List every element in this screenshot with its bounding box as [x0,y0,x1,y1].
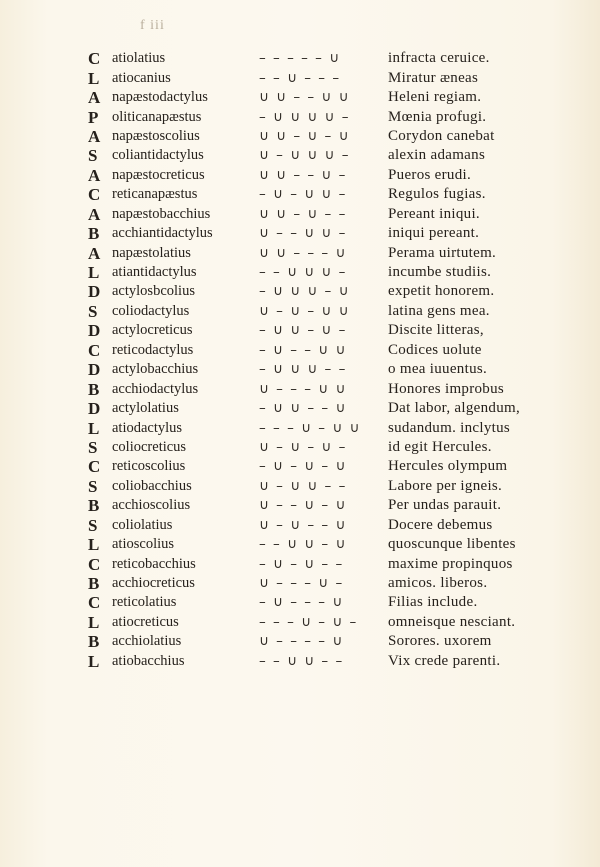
foot-name: napæstolatius [112,244,191,261]
meter-pattern: – – ∪ – – – [259,69,341,86]
initial-letter: S [88,301,98,321]
verse-example: id egit Hercules. [388,438,492,455]
foot-name: napæstocreticus [112,166,205,183]
initial-letter: S [88,476,98,496]
initial-letter: A [88,204,101,224]
initial-letter: D [88,360,101,380]
meter-pattern: ∪ – ∪ – – ∪ [259,516,347,533]
foot-name: coliodactylus [112,302,190,319]
foot-name: oliticanapæstus [112,108,202,125]
verse-example: incumbe studiis. [388,264,492,281]
table-row [0,593,600,612]
verse-example: maxime propinquos [388,555,513,572]
meter-pattern: – ∪ ∪ ∪ ∪ – [259,108,350,125]
initial-letter: L [88,651,100,671]
initial-letter: S [88,515,98,535]
foot-name: actylobacchius [112,361,199,378]
table-row [0,632,600,651]
meter-pattern: – ∪ – ∪ – – [259,555,344,572]
meter-pattern: ∪ – – – – ∪ [259,633,344,650]
verse-example: omneisque nesciant. [388,613,516,630]
verse-example: alexin adamans [388,147,486,164]
meter-pattern: – ∪ ∪ – – ∪ [259,400,347,417]
folio-mark: f iii [140,18,165,33]
verse-example: Codices uolute [388,341,482,358]
verse-example: Honores improbus [388,380,505,397]
verse-example: Perama uirtutem. [388,244,497,261]
initial-letter: D [88,399,101,419]
initial-letter: A [88,88,101,108]
table-row [0,243,600,262]
initial-letter: L [88,612,100,632]
foot-name: atiocreticus [112,613,179,630]
meter-pattern: ∪ – – ∪ ∪ – [259,225,347,242]
foot-name: coliocreticus [112,438,187,455]
initial-letter: C [88,457,101,477]
verse-example: amicos. liberos. [388,575,488,592]
table-row [0,360,600,379]
verse-example: Docere debemus [388,516,493,533]
meter-pattern: ∪ ∪ – – ∪ – [259,166,347,183]
table-row [0,68,600,87]
meter-pattern: ∪ – ∪ – ∪ ∪ [259,302,350,319]
verse-example: Corydon canebat [388,127,495,144]
meter-pattern: – ∪ – – – ∪ [259,594,344,611]
meter-pattern: – ∪ – – ∪ ∪ [259,341,347,358]
foot-name: coliolatius [112,516,173,533]
meter-pattern: ∪ ∪ – – – ∪ [259,244,347,261]
meter-pattern: – – ∪ ∪ ∪ – [259,264,347,281]
initial-letter: L [88,68,100,88]
foot-name: reticoscolius [112,458,186,475]
table-row [0,341,600,360]
foot-name: atiolatius [112,50,166,67]
table-row [0,185,600,204]
foot-name: napæstodactylus [112,89,208,106]
initial-letter: B [88,574,100,594]
verse-example: Per undas parauit. [388,497,502,514]
foot-name: reticodactylus [112,341,194,358]
meter-pattern: ∪ – – ∪ – ∪ [259,497,347,514]
table-row [0,49,600,68]
initial-letter: A [88,126,101,146]
initial-letter: D [88,321,101,341]
verse-example: Discite litteras, [388,322,484,339]
initial-letter: C [88,593,101,613]
foot-name: atiocanius [112,69,171,86]
foot-name: napæstoscolius [112,127,200,144]
table-row [0,652,600,671]
initial-letter: A [88,243,101,263]
initial-letter: C [88,340,101,360]
initial-letter: L [88,535,100,555]
verse-example: sudandum. inclytus [388,419,511,436]
table-row [0,496,600,515]
meter-pattern: ∪ ∪ – ∪ – ∪ [259,127,350,144]
meter-pattern: – – – ∪ – ∪ – [259,613,358,630]
meter-pattern: ∪ – ∪ – ∪ – [259,438,347,455]
foot-name: atiodactylus [112,419,183,436]
table-row [0,418,600,437]
verse-example: Heleni regiam. [388,89,482,106]
initial-letter: C [88,185,101,205]
initial-letter: A [88,165,101,185]
foot-name: napæstobacchius [112,205,211,222]
foot-name: coliantidactylus [112,147,204,164]
table-row [0,302,600,321]
verse-example: infracta ceruice. [388,50,490,67]
verse-example: Pueros erudi. [388,166,472,183]
verse-example: Sorores. uxorem [388,633,492,650]
verse-example: Labore per igneis. [388,477,503,494]
verse-example: Miratur æneas [388,69,479,86]
verse-example: Dat labor, algendum, [388,400,521,417]
initial-letter: S [88,437,98,457]
table-row [0,613,600,632]
foot-name: coliobacchius [112,477,192,494]
foot-name: reticobacchius [112,555,196,572]
verse-example: Mœnia profugi. [388,108,487,125]
table-row [0,438,600,457]
table-row [0,282,600,301]
meter-pattern: – ∪ – ∪ – ∪ [259,458,347,475]
foot-name: atiantidactylus [112,264,197,281]
verse-example: expetit honorem. [388,283,495,300]
verse-example: Regulos fugias. [388,186,486,203]
meter-pattern: – – – ∪ – ∪ ∪ [259,419,361,436]
table-row [0,146,600,165]
foot-name: reticanapæstus [112,186,198,203]
initial-letter: B [88,632,100,652]
foot-name: actylosbcolius [112,283,195,300]
initial-letter: P [88,107,99,127]
initial-letter: B [88,496,100,516]
meter-pattern: ∪ – – – ∪ – [259,575,344,592]
initial-letter: L [88,263,100,283]
table-row [0,166,600,185]
verse-table [0,49,600,671]
verse-example: o mea iuuentus. [388,361,488,378]
foot-name: atiobacchius [112,652,185,669]
table-row [0,574,600,593]
meter-pattern: ∪ ∪ – ∪ – – [259,205,347,222]
meter-pattern: – ∪ ∪ ∪ – – [259,361,347,378]
meter-pattern: – – – – – ∪ [259,50,341,67]
table-row [0,457,600,476]
verse-example: Vix crede parenti. [388,652,501,669]
meter-pattern: ∪ – ∪ ∪ – – [259,477,347,494]
meter-pattern: ∪ – ∪ ∪ ∪ – [259,147,350,164]
initial-letter: C [88,554,101,574]
table-row [0,107,600,126]
table-row [0,321,600,340]
table-row [0,535,600,554]
meter-pattern: ∪ ∪ – – ∪ ∪ [259,89,350,106]
foot-name: acchiolatius [112,633,182,650]
foot-name: acchiocreticus [112,575,195,592]
table-row [0,224,600,243]
verse-example: Hercules olympum [388,458,508,475]
verse-example: Pereant iniqui. [388,205,480,222]
table-row [0,127,600,146]
verse-example: latina gens mea. [388,302,490,319]
meter-pattern: – – ∪ ∪ – – [259,652,344,669]
meter-pattern: – – ∪ ∪ – ∪ [259,536,347,553]
initial-letter: C [88,49,101,69]
initial-letter: D [88,282,101,302]
table-row [0,263,600,282]
verse-example: Filias include. [388,594,478,611]
table-row [0,516,600,535]
verse-example: iniqui pereant. [388,225,480,242]
meter-pattern: ∪ – – – ∪ ∪ [259,380,347,397]
foot-name: acchiodactylus [112,380,199,397]
foot-name: acchiantidactylus [112,225,213,242]
initial-letter: B [88,379,100,399]
table-row [0,399,600,418]
foot-name: reticolatius [112,594,177,611]
meter-pattern: – ∪ – ∪ ∪ – [259,186,347,203]
table-row [0,477,600,496]
table-row [0,554,600,573]
foot-name: acchioscolius [112,497,191,514]
table-row [0,88,600,107]
initial-letter: B [88,224,100,244]
verse-example: quoscunque libentes [388,536,516,553]
foot-name: atioscolius [112,536,175,553]
initial-letter: S [88,146,98,166]
foot-name: actylocreticus [112,322,193,339]
table-row [0,205,600,224]
meter-pattern: – ∪ ∪ ∪ – ∪ [259,283,350,300]
foot-name: actylolatius [112,400,179,417]
meter-pattern: – ∪ ∪ – ∪ – [259,322,347,339]
table-row [0,379,600,398]
initial-letter: L [88,418,100,438]
